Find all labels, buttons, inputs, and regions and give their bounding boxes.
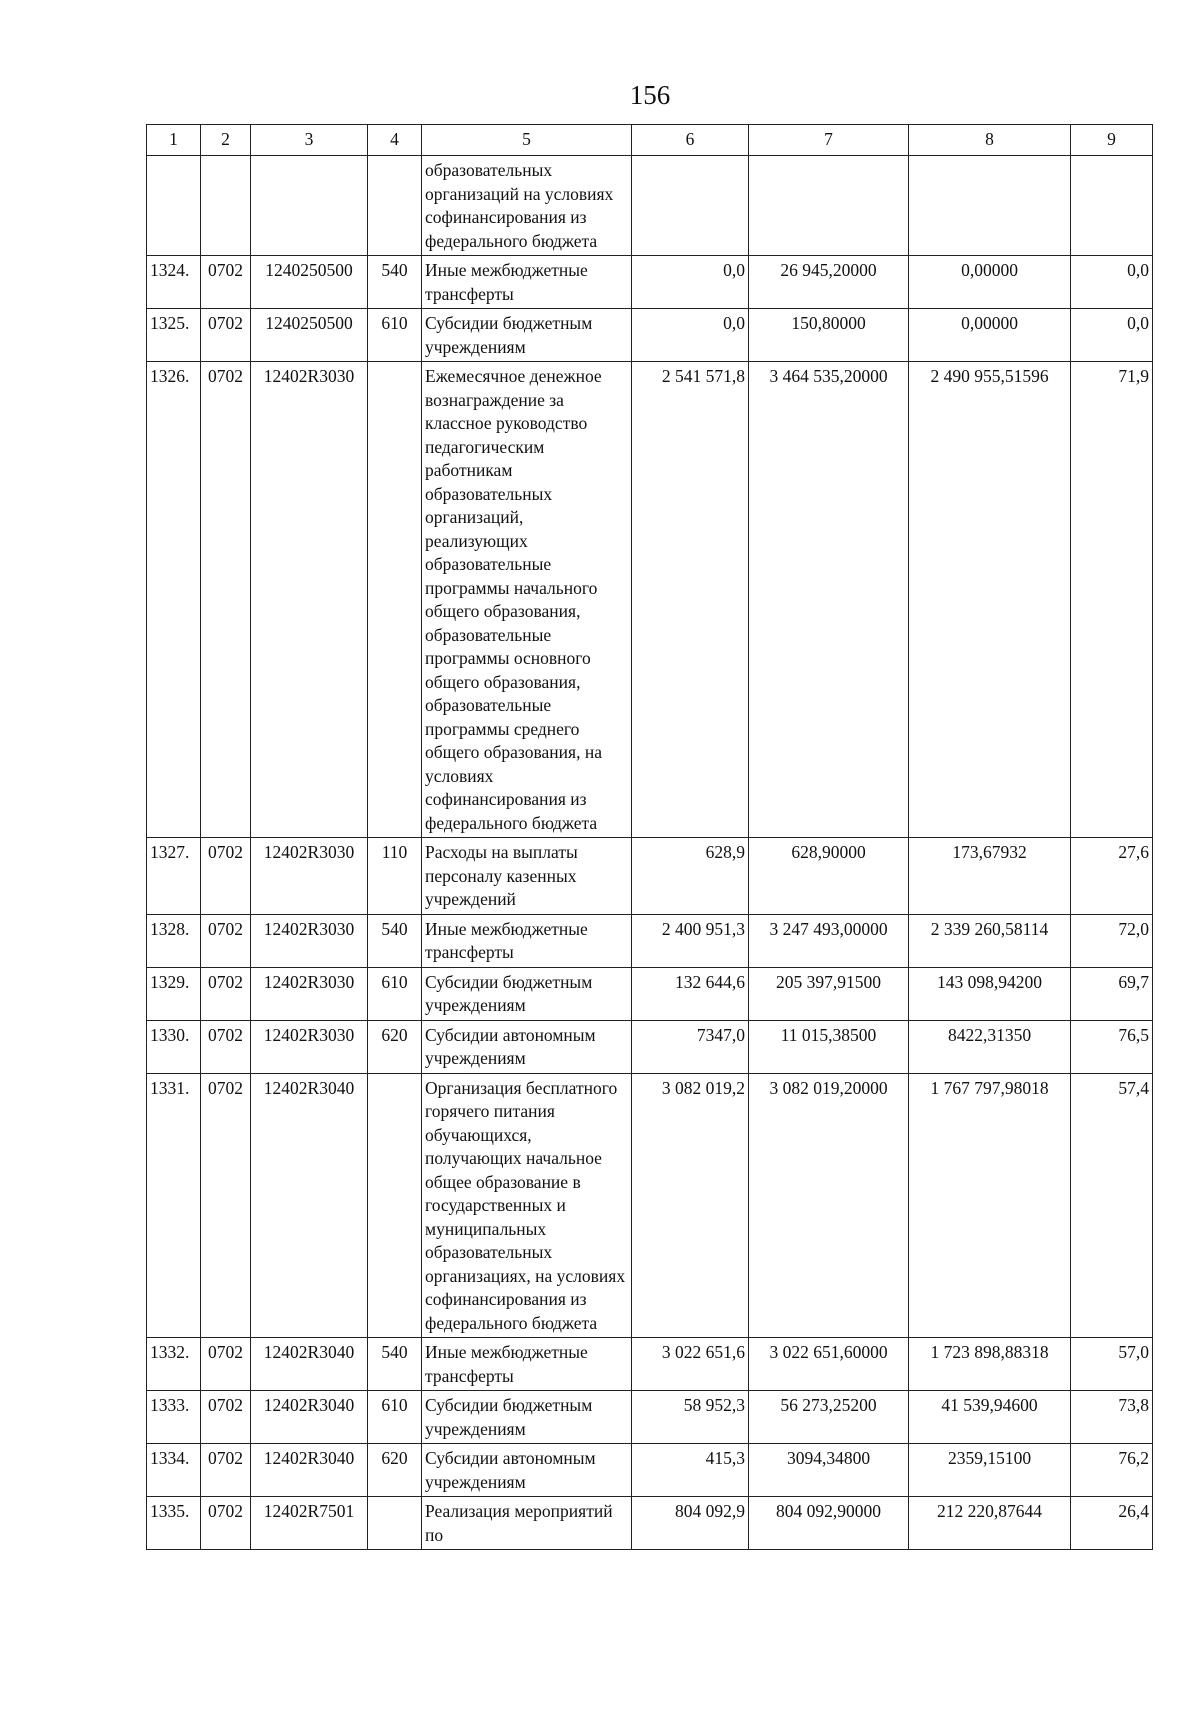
value-col8-cell: 41 539,94600: [909, 1391, 1071, 1444]
table-row: [147, 1391, 1153, 1444]
table-row: [147, 256, 1153, 309]
value-col6-cell: 804 092,9: [632, 1497, 749, 1550]
target-code-cell: 12402R3040: [251, 1073, 368, 1338]
row-number-cell: 1328.: [147, 914, 201, 967]
item-name-cell: Субсидии бюджетным учреждениям: [422, 967, 632, 1020]
column-header: 7: [749, 125, 909, 156]
expense-type-cell: 610: [368, 309, 422, 362]
value-col6-cell: 132 644,6: [632, 967, 749, 1020]
value-col7-cell: 150,80000: [749, 309, 909, 362]
item-name-cell: Иные межбюджетные трансферты: [422, 1338, 632, 1391]
section-code-cell: 0702: [201, 967, 251, 1020]
value-col9-cell: 69,7: [1071, 967, 1153, 1020]
table-row: [147, 1444, 1153, 1497]
row-number-cell: 1330.: [147, 1020, 201, 1073]
value-col9-cell: 76,5: [1071, 1020, 1153, 1073]
column-header: 2: [201, 125, 251, 156]
value-col8-cell: 1 723 898,88318: [909, 1338, 1071, 1391]
item-name-cell: Субсидии автономным учреждениям: [422, 1020, 632, 1073]
value-col6-cell: [632, 156, 749, 256]
column-header: 9: [1071, 125, 1153, 156]
expense-type-cell: [368, 156, 422, 256]
section-code-cell: [201, 156, 251, 256]
value-col8-cell: 143 098,94200: [909, 967, 1071, 1020]
value-col7-cell: 205 397,91500: [749, 967, 909, 1020]
row-number-cell: 1329.: [147, 967, 201, 1020]
table-row: [147, 1338, 1153, 1391]
value-col6-cell: 628,9: [632, 838, 749, 915]
column-header: 5: [422, 125, 632, 156]
item-name-cell: Реализация мероприятий по: [422, 1497, 632, 1550]
value-col9-cell: 73,8: [1071, 1391, 1153, 1444]
item-name-cell: Расходы на выплаты персоналу казенных учреждений: [422, 838, 632, 915]
value-col9-cell: 76,2: [1071, 1444, 1153, 1497]
table-row: [147, 362, 1153, 838]
section-code-cell: 0702: [201, 1338, 251, 1391]
value-col9-cell: 26,4: [1071, 1497, 1153, 1550]
value-col8-cell: 0,00000: [909, 256, 1071, 309]
expense-type-cell: [368, 1073, 422, 1338]
row-number-cell: [147, 156, 201, 256]
value-col6-cell: 7347,0: [632, 1020, 749, 1073]
value-col7-cell: 3 464 535,20000: [749, 362, 909, 838]
row-number-cell: 1326.: [147, 362, 201, 838]
target-code-cell: 12402R3040: [251, 1338, 368, 1391]
section-code-cell: 0702: [201, 309, 251, 362]
value-col7-cell: 3094,34800: [749, 1444, 909, 1497]
table-row: [147, 1073, 1153, 1338]
target-code-cell: 12402R3040: [251, 1391, 368, 1444]
target-code-cell: 12402R3030: [251, 967, 368, 1020]
table-row: [147, 156, 1153, 256]
item-name-cell: Субсидии бюджетным учреждениям: [422, 1391, 632, 1444]
value-col9-cell: 72,0: [1071, 914, 1153, 967]
target-code-cell: 1240250500: [251, 309, 368, 362]
expense-type-cell: 110: [368, 838, 422, 915]
column-header: 6: [632, 125, 749, 156]
row-number-cell: 1334.: [147, 1444, 201, 1497]
item-name-cell: Субсидии бюджетным учреждениям: [422, 309, 632, 362]
value-col7-cell: 3 082 019,20000: [749, 1073, 909, 1338]
value-col8-cell: 2 339 260,58114: [909, 914, 1071, 967]
expense-type-cell: 540: [368, 1338, 422, 1391]
section-code-cell: 0702: [201, 838, 251, 915]
table-row: [147, 914, 1153, 967]
value-col8-cell: 2359,15100: [909, 1444, 1071, 1497]
table-body: [147, 156, 1153, 1550]
table-row: [147, 1020, 1153, 1073]
expense-type-cell: [368, 1497, 422, 1550]
section-code-cell: 0702: [201, 1391, 251, 1444]
value-col6-cell: 2 541 571,8: [632, 362, 749, 838]
expense-type-cell: 540: [368, 914, 422, 967]
value-col7-cell: 3 247 493,00000: [749, 914, 909, 967]
expense-type-cell: 620: [368, 1020, 422, 1073]
row-number-cell: 1324.: [147, 256, 201, 309]
item-name-cell: Субсидии автономным учреждениям: [422, 1444, 632, 1497]
value-col7-cell: 628,90000: [749, 838, 909, 915]
item-name-cell: Организация бесплатного горячего питания обучающихся, получающих начальное общее образование в государственных и муниципальных образовательных организациях, на условиях софинансирования из федерального бюджета: [422, 1073, 632, 1338]
section-code-cell: 0702: [201, 1497, 251, 1550]
value-col8-cell: 0,00000: [909, 309, 1071, 362]
table-row: [147, 967, 1153, 1020]
table-row: [147, 1497, 1153, 1550]
expense-type-cell: 620: [368, 1444, 422, 1497]
value-col8-cell: [909, 156, 1071, 256]
value-col9-cell: [1071, 156, 1153, 256]
value-col6-cell: 3 022 651,6: [632, 1338, 749, 1391]
item-name-cell: Иные межбюджетные трансферты: [422, 914, 632, 967]
budget-table: [146, 124, 1153, 1550]
value-col7-cell: 804 092,90000: [749, 1497, 909, 1550]
value-col7-cell: 56 273,25200: [749, 1391, 909, 1444]
row-number-cell: 1327.: [147, 838, 201, 915]
value-col9-cell: 57,0: [1071, 1338, 1153, 1391]
target-code-cell: 12402R3040: [251, 1444, 368, 1497]
expense-type-cell: 540: [368, 256, 422, 309]
value-col6-cell: 58 952,3: [632, 1391, 749, 1444]
expense-type-cell: [368, 362, 422, 838]
value-col6-cell: 3 082 019,2: [632, 1073, 749, 1338]
section-code-cell: 0702: [201, 914, 251, 967]
value-col8-cell: 173,67932: [909, 838, 1071, 915]
section-code-cell: 0702: [201, 1020, 251, 1073]
column-header: 4: [368, 125, 422, 156]
item-name-cell: Ежемесячное денежное вознаграждение за классное руководство педагогическим работникам образовательных организаций, реализующих образовательные программы начального общего образования, образовательные программы основного общего образования, образовательные программы среднего общего образования, на условиях софинансирования из федерального бюджета: [422, 362, 632, 838]
table-row: [147, 309, 1153, 362]
item-name-cell: образовательных организаций на условиях софинансирования из федерального бюджета: [422, 156, 632, 256]
value-col7-cell: [749, 156, 909, 256]
page-number: 156: [629, 80, 671, 110]
value-col9-cell: 27,6: [1071, 838, 1153, 915]
value-col8-cell: 2 490 955,51596: [909, 362, 1071, 838]
item-name-cell: Иные межбюджетные трансферты: [422, 256, 632, 309]
value-col6-cell: 0,0: [632, 309, 749, 362]
value-col8-cell: 1 767 797,98018: [909, 1073, 1071, 1338]
value-col9-cell: 71,9: [1071, 362, 1153, 838]
value-col7-cell: 11 015,38500: [749, 1020, 909, 1073]
target-code-cell: 12402R3030: [251, 838, 368, 915]
header-row: [147, 125, 1153, 156]
value-col8-cell: 212 220,87644: [909, 1497, 1071, 1550]
section-code-cell: 0702: [201, 1444, 251, 1497]
value-col9-cell: 0,0: [1071, 309, 1153, 362]
expense-type-cell: 610: [368, 967, 422, 1020]
column-header: 8: [909, 125, 1071, 156]
section-code-cell: 0702: [201, 362, 251, 838]
row-number-cell: 1335.: [147, 1497, 201, 1550]
target-code-cell: 12402R3030: [251, 914, 368, 967]
expense-type-cell: 610: [368, 1391, 422, 1444]
section-code-cell: 0702: [201, 1073, 251, 1338]
value-col7-cell: 3 022 651,60000: [749, 1338, 909, 1391]
value-col9-cell: 0,0: [1071, 256, 1153, 309]
value-col9-cell: 57,4: [1071, 1073, 1153, 1338]
column-header: 1: [147, 125, 201, 156]
value-col7-cell: 26 945,20000: [749, 256, 909, 309]
row-number-cell: 1325.: [147, 309, 201, 362]
section-code-cell: 0702: [201, 256, 251, 309]
value-col6-cell: 415,3: [632, 1444, 749, 1497]
row-number-cell: 1333.: [147, 1391, 201, 1444]
target-code-cell: 12402R7501: [251, 1497, 368, 1550]
target-code-cell: 12402R3030: [251, 1020, 368, 1073]
target-code-cell: 1240250500: [251, 256, 368, 309]
table-row: [147, 838, 1153, 915]
value-col6-cell: 2 400 951,3: [632, 914, 749, 967]
column-header: 3: [251, 125, 368, 156]
value-col8-cell: 8422,31350: [909, 1020, 1071, 1073]
target-code-cell: 12402R3030: [251, 362, 368, 838]
value-col6-cell: 0,0: [632, 256, 749, 309]
row-number-cell: 1331.: [147, 1073, 201, 1338]
row-number-cell: 1332.: [147, 1338, 201, 1391]
target-code-cell: [251, 156, 368, 256]
